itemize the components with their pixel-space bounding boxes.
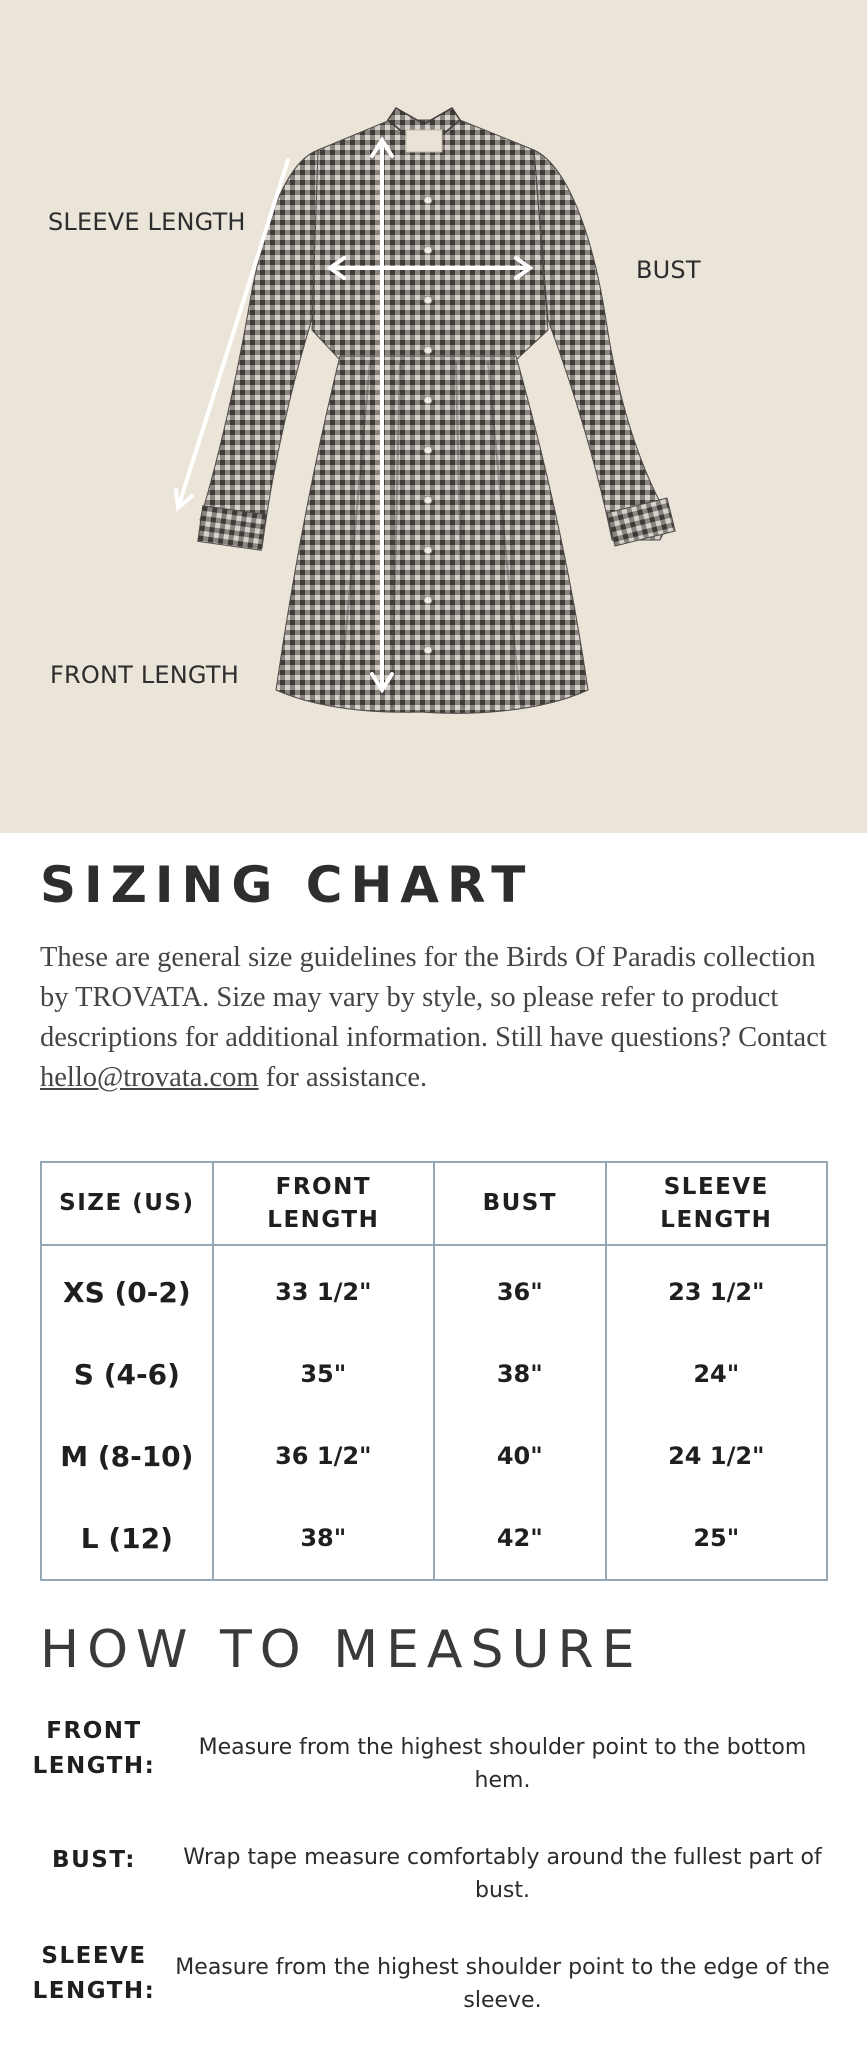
cell-bust: 36" [434, 1245, 606, 1333]
table-row [41, 1245, 827, 1333]
email-link[interactable]: hello@trovata.com [40, 1062, 259, 1093]
header-front-length: FRONT LENGTH [213, 1162, 434, 1245]
size-table [40, 1161, 828, 1581]
cell-sleeve-length: 25" [606, 1497, 827, 1580]
sizing-intro-text [40, 938, 840, 1098]
header-sleeve-length: SLEEVE LENGTH [606, 1162, 827, 1245]
table-header-row [41, 1162, 827, 1245]
cell-sleeve-length: 24 1/2" [606, 1415, 827, 1497]
dress-illustration [0, 0, 867, 833]
cell-sleeve-length: 24" [606, 1333, 827, 1415]
sizing-chart-title: SIZING CHART [40, 856, 534, 914]
measure-desc-front-length: Measure from the highest shoulder point to the bottom hem. [198, 1735, 807, 1793]
cell-front-length: 35" [213, 1333, 434, 1415]
cell-front-length: 33 1/2" [213, 1245, 434, 1333]
measure-term-sleeve-length: SLEEVE LENGTH: [32, 1943, 156, 2004]
skirt [276, 356, 588, 713]
header-bust: BUST [434, 1162, 606, 1245]
header-size: SIZE (US) [41, 1162, 213, 1245]
product-image-panel [0, 0, 867, 833]
cell-bust: 38" [434, 1333, 606, 1415]
cell-size: L (12) [41, 1497, 213, 1580]
cell-size: M (8-10) [41, 1415, 213, 1497]
sleeve-length-label: SLEEVE LENGTH [48, 208, 246, 236]
measure-term-front-length: FRONT LENGTH: [32, 1718, 156, 1779]
brand-label [406, 130, 442, 152]
measure-desc-sleeve-length: Measure from the highest shoulder point to the edge of the sleeve. [175, 1955, 830, 2013]
measure-desc-bust: Wrap tape measure comfortably around the fullest part of bust. [183, 1845, 822, 1903]
cell-bust: 40" [434, 1415, 606, 1497]
table-row [41, 1497, 827, 1580]
measure-term-bust: BUST: [52, 1847, 136, 1873]
cell-size: S (4-6) [41, 1333, 213, 1415]
front-length-label: FRONT LENGTH [50, 661, 239, 689]
how-to-measure-title: HOW TO MEASURE [40, 1620, 643, 1680]
bodice [312, 120, 548, 360]
cell-size: XS (0-2) [41, 1245, 213, 1333]
table-row [41, 1415, 827, 1497]
intro-text-end: for assistance. [258, 1062, 428, 1093]
bust-label: BUST [636, 256, 701, 284]
cell-sleeve-length: 23 1/2" [606, 1245, 827, 1333]
cell-front-length: 36 1/2" [213, 1415, 434, 1497]
right-sleeve [534, 150, 670, 540]
table-row [41, 1333, 827, 1415]
intro-text-start: These are general size guidelines for the Birds Of Paradis collection by TROVATA. Size may vary by style, so please refer to product descriptions for additional information. Still have questions? Contact [40, 942, 827, 1053]
cell-front-length: 38" [213, 1497, 434, 1580]
cell-bust: 42" [434, 1497, 606, 1580]
